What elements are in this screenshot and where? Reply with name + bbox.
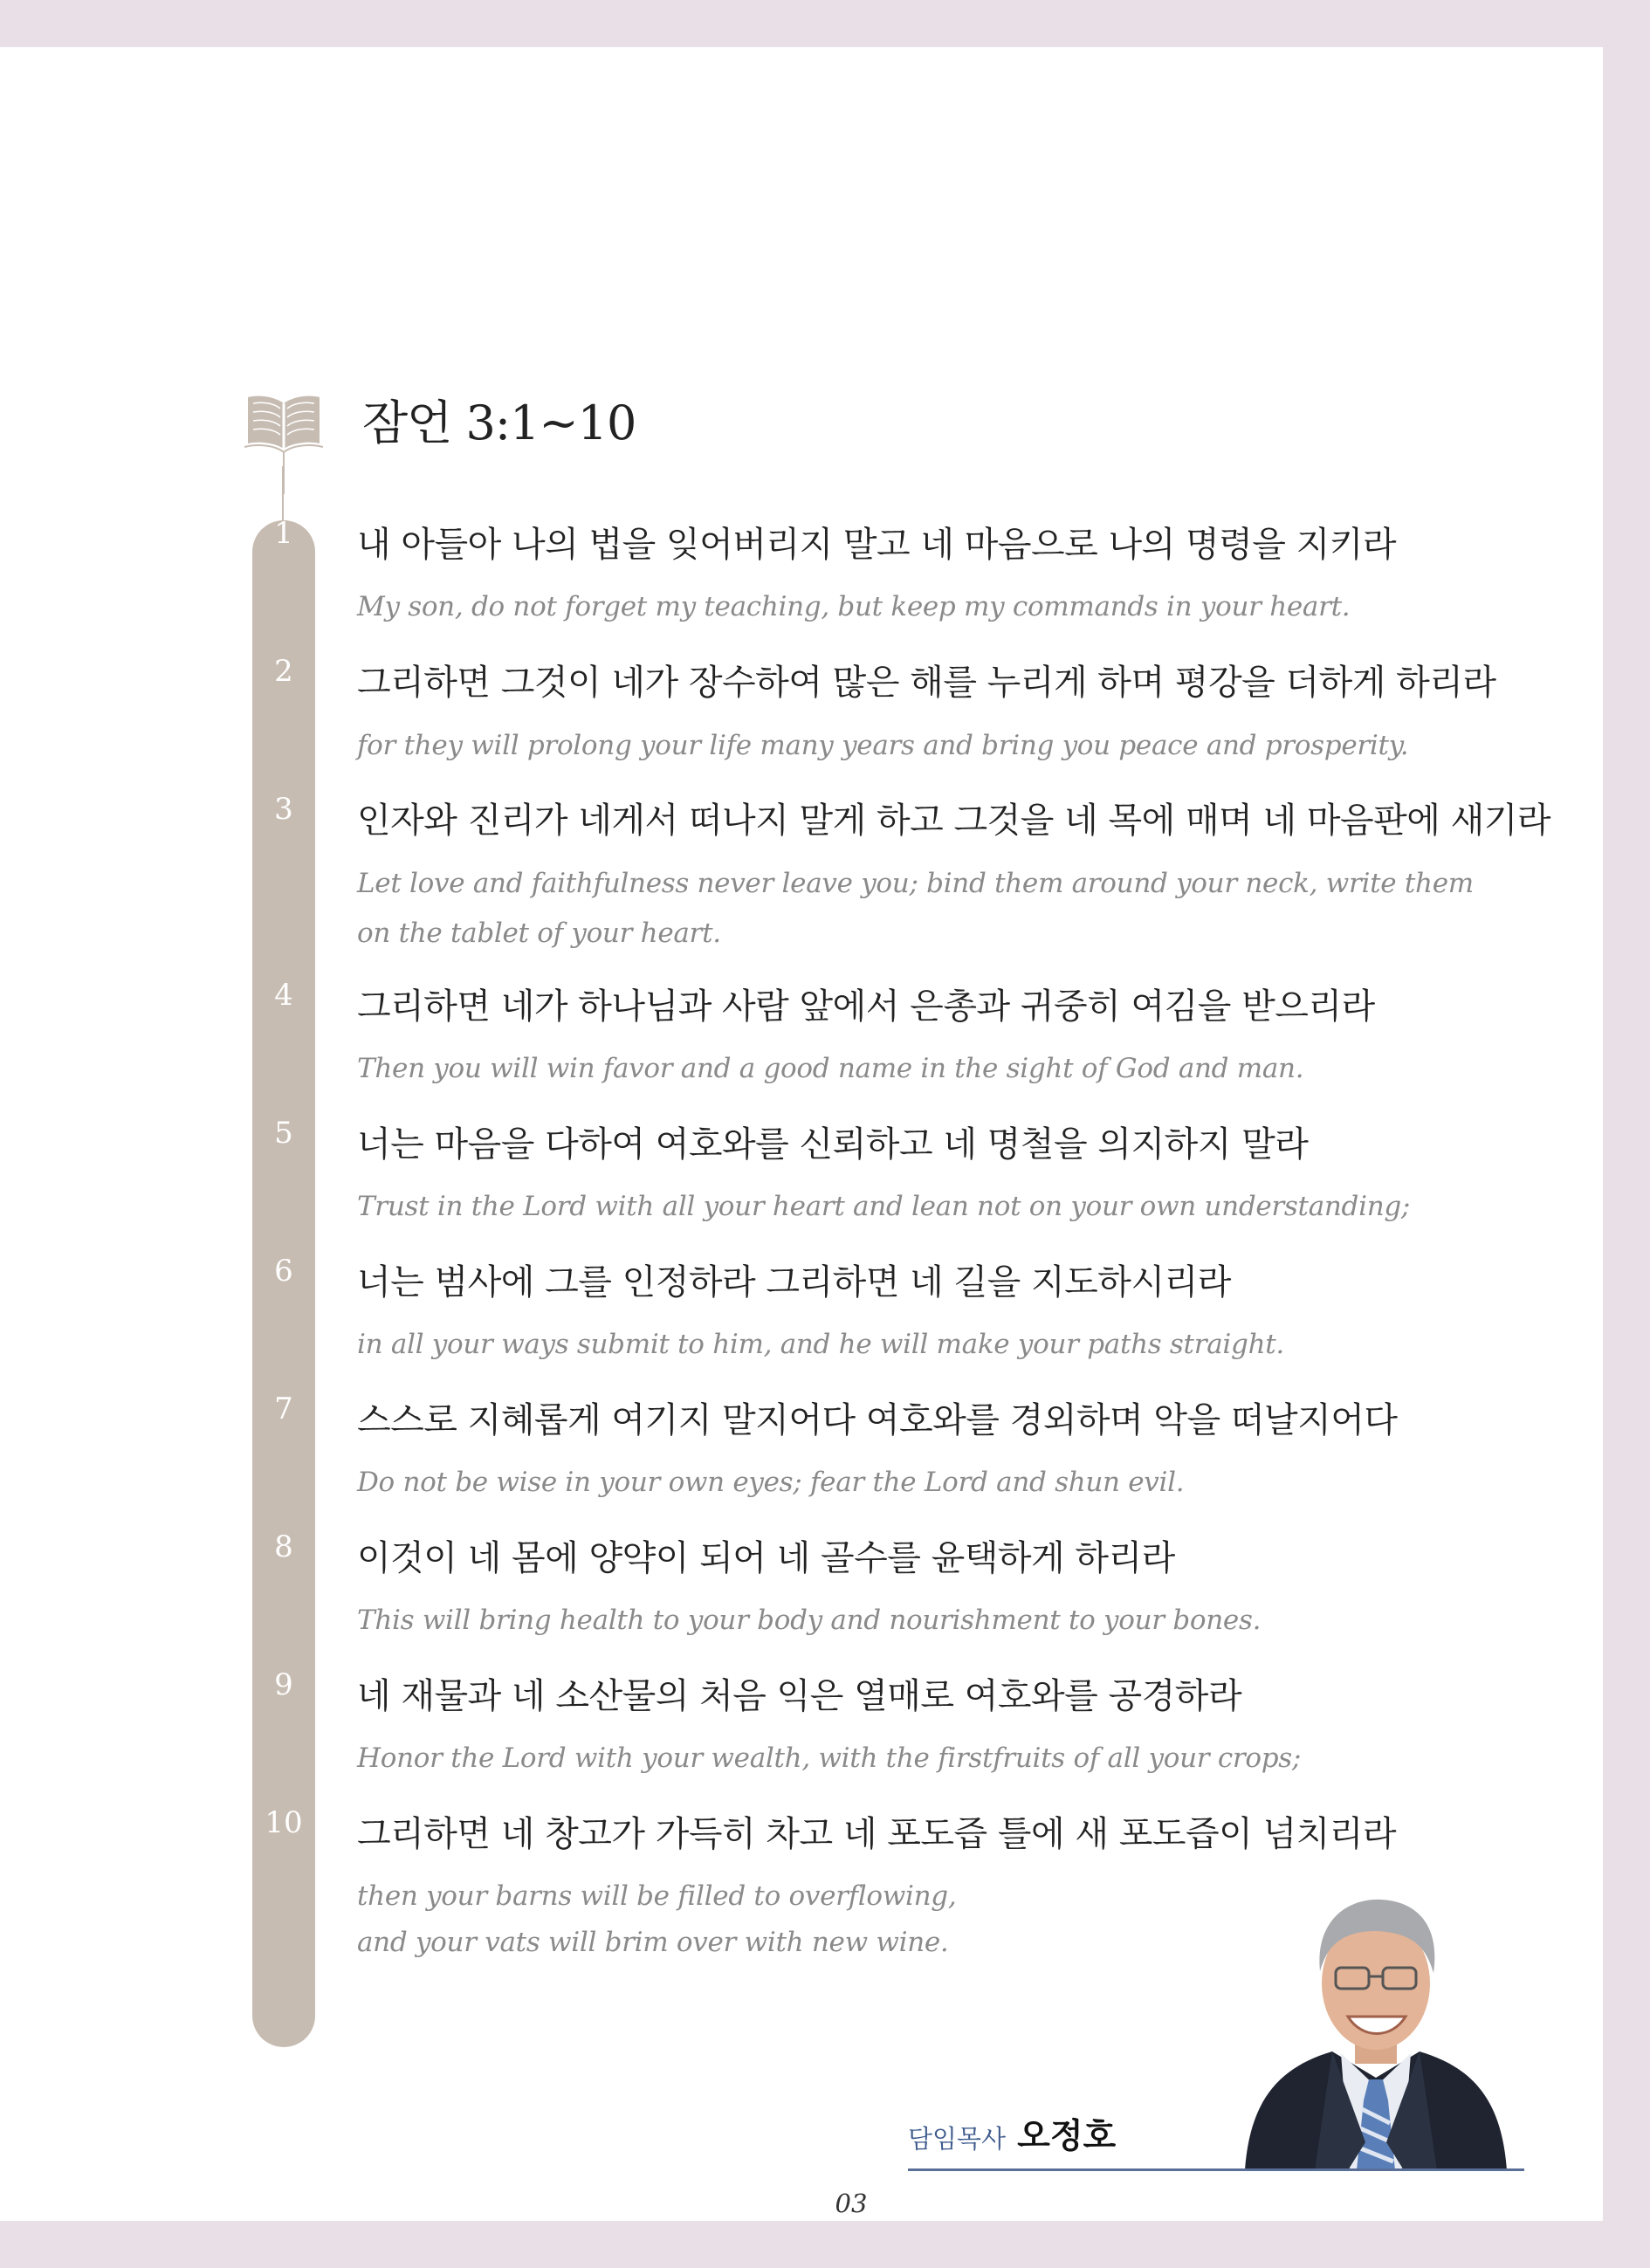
- verse-korean: 네 재물과 네 소산물의 처음 익은 열매로 여호와를 공경하라: [357, 1676, 1242, 1716]
- verse-number: 1: [274, 516, 293, 551]
- verse-korean: 그리하면 네가 하나님과 사람 앞에서 은총과 귀중히 여김을 받으리라: [357, 986, 1375, 1027]
- verse-korean: 그리하면 그것이 네가 장수하여 많은 해를 누리게 하며 평강을 더하게 하리라: [357, 663, 1496, 703]
- verse-korean: 너는 마음을 다하여 여호와를 신뢰하고 네 명철을 의지하지 말라: [357, 1124, 1309, 1165]
- verse-english: My son, do not forget my teaching, but keep my commands in your heart.: [357, 591, 1351, 622]
- verse-korean: 그리하면 네 창고가 가득히 차고 네 포도즙 틀에 새 포도즙이 넘치리라: [357, 1814, 1397, 1854]
- verse-number: 8: [274, 1529, 293, 1564]
- verse-number: 10: [265, 1805, 303, 1840]
- verse-number: 3: [274, 792, 293, 827]
- verse-korean: 스스로 지혜롭게 여기지 말지어다 여호와를 경외하며 악을 떠날지어다: [357, 1400, 1398, 1440]
- verse-korean: 내 아들아 나의 법을 잊어버리지 말고 네 마음으로 나의 명령을 지키라: [357, 525, 1397, 565]
- verse-korean: 너는 범사에 그를 인정하라 그리하면 네 길을 지도하시리라: [357, 1262, 1231, 1302]
- verse-number: 5: [274, 1116, 293, 1151]
- verse-number: 4: [274, 978, 293, 1013]
- verse-number: 9: [274, 1667, 293, 1702]
- page: [0, 47, 1603, 2221]
- verse-english: This will bring health to your body and nourishment to your bones.: [357, 1605, 1262, 1636]
- verse-english: Let love and faithfulness never leave you; bind them around your neck, write them: [357, 868, 1474, 899]
- signature-role: 담임목사: [908, 2124, 1007, 2154]
- verse-english: Trust in the Lord with all your heart and lean not on your own understanding;: [357, 1191, 1411, 1222]
- verse-korean: 인자와 진리가 네게서 떠나지 말게 하고 그것을 네 목에 매며 네 마음판에 새기라: [357, 801, 1551, 841]
- pastor-portrait: [1227, 1880, 1524, 2170]
- signature-name: 오정호: [1017, 2117, 1117, 2156]
- verse-english: in all your ways submit to him, and he will make your paths straight.: [357, 1329, 1284, 1360]
- signature-underline: [908, 2168, 1524, 2171]
- open-book-icon: [244, 389, 323, 494]
- verse-english: Honor the Lord with your wealth, with the firstfruits of all your crops;: [357, 1742, 1302, 1774]
- page-title: 잠언 3:1~10: [362, 395, 636, 450]
- verse-english: for they will prolong your life many years and bring you peace and prosperity.: [357, 730, 1409, 761]
- verse-number: 2: [274, 654, 293, 689]
- verse-english: Then you will win favor and a good name in the sight of God and man.: [357, 1053, 1304, 1084]
- verse-english: and your vats will brim over with new wine.: [357, 1927, 949, 1958]
- signature: [908, 2109, 1116, 2158]
- verse-english: on the tablet of your heart.: [357, 918, 721, 949]
- verse-english: Do not be wise in your own eyes; fear the Lord and shun evil.: [357, 1467, 1185, 1498]
- verse-english: then your barns will be filled to overflowing,: [357, 1880, 957, 1912]
- page-number: 03: [835, 2189, 868, 2218]
- verse-number: 7: [274, 1392, 293, 1426]
- bar-connector: [282, 466, 284, 520]
- verse-number: 6: [274, 1254, 293, 1289]
- verse-korean: 이것이 네 몸에 양약이 되어 네 골수를 윤택하게 하리라: [357, 1538, 1175, 1578]
